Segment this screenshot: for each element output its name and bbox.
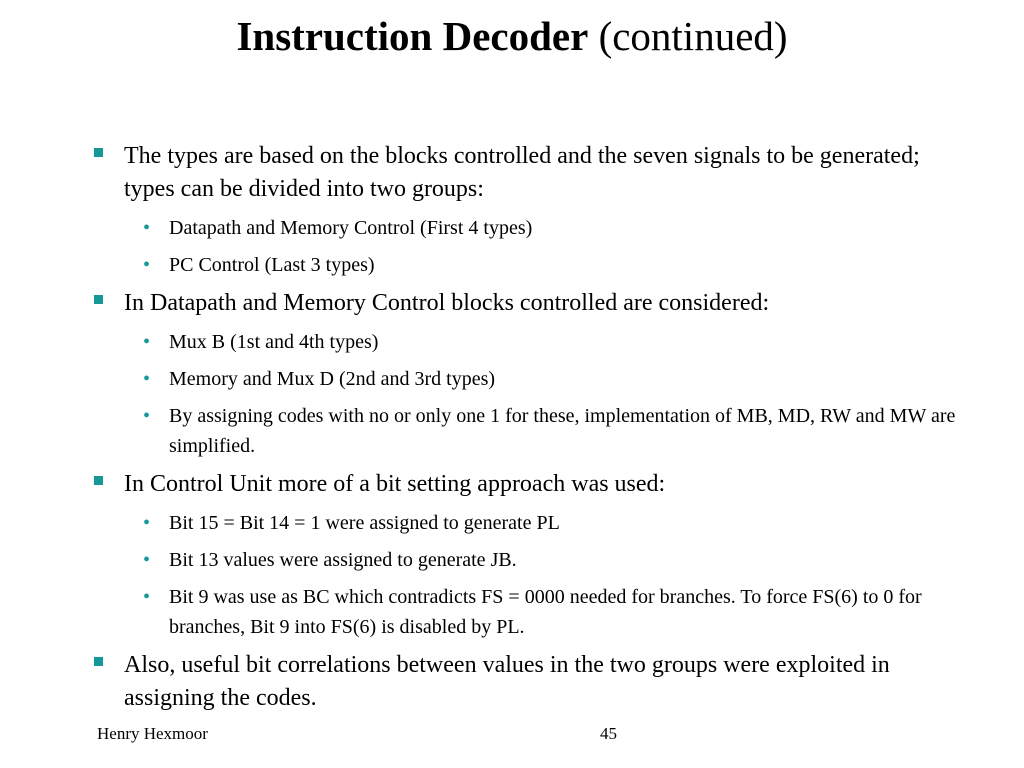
sub-bullet-item	[90, 545, 960, 575]
sub-bullet-item	[90, 364, 960, 394]
square-bullet-icon	[94, 148, 103, 157]
dot-bullet-icon: •	[143, 549, 151, 571]
sub-bullet-item	[90, 213, 960, 243]
sub-bullet-text: Bit 15 = Bit 14 = 1 were assigned to generate PL	[169, 512, 560, 534]
sub-bullet-item	[90, 327, 960, 357]
bullet-text: In Datapath and Memory Control blocks controlled are considered:	[124, 290, 770, 316]
dot-bullet-icon: •	[143, 254, 151, 276]
bullet-text: In Control Unit more of a bit setting approach was used:	[124, 471, 666, 497]
dot-bullet-icon: •	[143, 217, 151, 239]
sub-bullet-text: PC Control (Last 3 types)	[169, 254, 375, 276]
sub-bullet-text: Bit 13 values were assigned to generate JB.	[169, 549, 517, 571]
bullet-item	[90, 468, 960, 501]
square-bullet-icon	[94, 476, 103, 485]
sub-bullet-text: Datapath and Memory Control (First 4 types)	[169, 217, 533, 239]
slide-title	[0, 10, 1024, 62]
title-main: Instruction Decoder	[236, 13, 589, 59]
dot-bullet-icon: •	[143, 405, 151, 427]
bullet-text: Also, useful bit correlations between values in the two groups were exploited in assigning the codes.	[124, 652, 890, 711]
dot-bullet-icon: •	[143, 368, 151, 390]
dot-bullet-icon: •	[143, 586, 151, 608]
bullet-text: The types are based on the blocks controlled and the seven signals to be generated; types can be divided into two groups:	[124, 143, 920, 202]
dot-bullet-icon: •	[143, 512, 151, 534]
footer-author: Henry Hexmoor	[97, 724, 208, 743]
sub-bullet-item	[90, 401, 960, 461]
dot-bullet-icon: •	[143, 331, 151, 353]
sub-bullet-list	[90, 508, 960, 642]
bullet-list	[90, 140, 960, 722]
square-bullet-icon	[94, 657, 103, 666]
bullet-item	[90, 140, 960, 206]
sub-bullet-item	[90, 582, 960, 642]
square-bullet-icon	[94, 295, 103, 304]
sub-bullet-text: Memory and Mux D (2nd and 3rd types)	[169, 368, 496, 390]
sub-bullet-list	[90, 327, 960, 461]
sub-bullet-item	[90, 250, 960, 280]
title-sub: (continued)	[598, 13, 788, 59]
bullet-item	[90, 649, 960, 715]
sub-bullet-list	[90, 213, 960, 280]
sub-bullet-item	[90, 508, 960, 538]
sub-bullet-text: Bit 9 was use as BC which contradicts FS = 0000 needed for branches. To force FS(6) to 0 for branches, Bit 9 into FS(6) is disabled by PL.	[169, 586, 922, 638]
sub-bullet-text: By assigning codes with no or only one 1 for these, implementation of MB, MD, RW and MW are simplified.	[169, 405, 956, 457]
sub-bullet-text: Mux B (1st and 4th types)	[169, 331, 379, 353]
bullet-item	[90, 287, 960, 320]
page-number: 45	[600, 724, 617, 743]
